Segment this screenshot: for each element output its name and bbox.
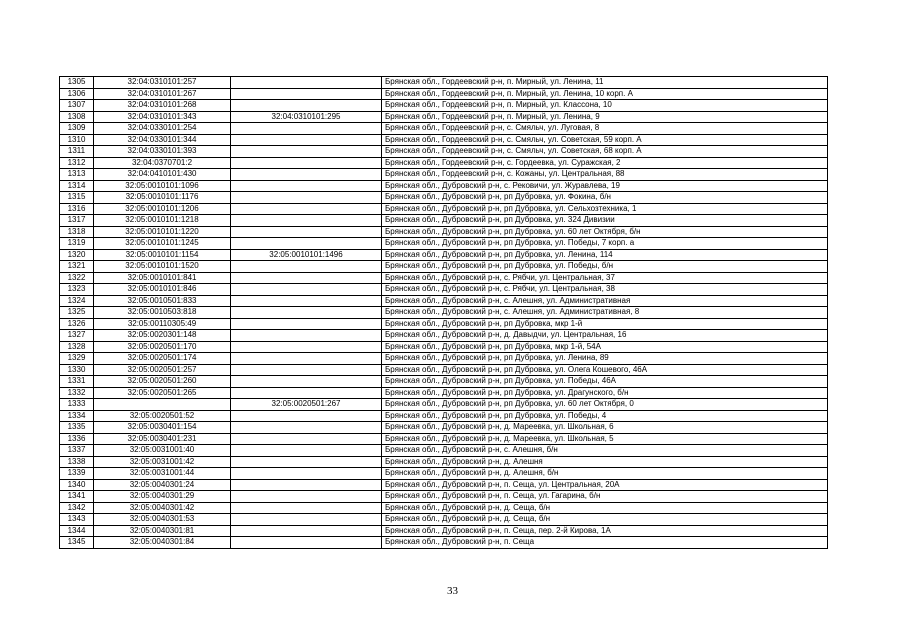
cadastral-number-cell: 32:04:0310101:268 bbox=[94, 100, 231, 112]
second-cadastral-number-cell bbox=[231, 307, 382, 319]
second-cadastral-number-cell bbox=[231, 272, 382, 284]
table-row bbox=[60, 261, 828, 273]
cadastral-number-cell: 32:04:0370701:2 bbox=[94, 157, 231, 169]
address-cell: Брянская обл., Дубровский р-н, д. Давыдчи, ул. Центральная, 16 bbox=[382, 330, 828, 342]
address-cell: Брянская обл., Гордеевский р-н, п. Мирный, ул. Классона, 10 bbox=[382, 100, 828, 112]
table-row bbox=[60, 134, 828, 146]
address-cell: Брянская обл., Дубровский р-н, рп Дубровка, мкр 1-й, 54А bbox=[382, 341, 828, 353]
table-row bbox=[60, 399, 828, 411]
address-cell: Брянская обл., Дубровский р-н, рп Дубровка, ул. 324 Дивизии bbox=[382, 215, 828, 227]
cadastral-number-cell: 32:05:0031001:44 bbox=[94, 468, 231, 480]
row-number-cell: 1326 bbox=[60, 318, 94, 330]
address-cell: Брянская обл., Гордеевский р-н, с. Гордеевка, ул. Суражская, 2 bbox=[382, 157, 828, 169]
row-number-cell: 1343 bbox=[60, 514, 94, 526]
second-cadastral-number-cell bbox=[231, 456, 382, 468]
second-cadastral-number-cell bbox=[231, 387, 382, 399]
table-row bbox=[60, 284, 828, 296]
table-row bbox=[60, 364, 828, 376]
address-cell: Брянская обл., Дубровский р-н, рп Дубровка, мкр 1-й bbox=[382, 318, 828, 330]
address-cell: Брянская обл., Дубровский р-н, с. Алешня, ул. Административная bbox=[382, 295, 828, 307]
table-row bbox=[60, 88, 828, 100]
second-cadastral-number-cell bbox=[231, 77, 382, 89]
table-row bbox=[60, 203, 828, 215]
address-cell: Брянская обл., Дубровский р-н, рп Дубровка, ул. Сельхозтехника, 1 bbox=[382, 203, 828, 215]
row-number-cell: 1336 bbox=[60, 433, 94, 445]
cadastral-number-cell: 32:05:0020501:260 bbox=[94, 376, 231, 388]
cadastral-number-cell: 32:05:0010503:818 bbox=[94, 307, 231, 319]
address-cell: Брянская обл., Дубровский р-н, рп Дубровка, ул. Драгунского, б/н bbox=[382, 387, 828, 399]
cadastral-number-cell: 32:05:0040301:53 bbox=[94, 514, 231, 526]
address-cell: Брянская обл., Дубровский р-н, п. Сеща, ул. Гагарина, б/н bbox=[382, 491, 828, 503]
cadastral-number-cell: 32:05:0020501:265 bbox=[94, 387, 231, 399]
row-number-cell: 1331 bbox=[60, 376, 94, 388]
second-cadastral-number-cell bbox=[231, 284, 382, 296]
cadastral-number-cell: 32:05:0010101:1176 bbox=[94, 192, 231, 204]
row-number-cell: 1307 bbox=[60, 100, 94, 112]
address-cell: Брянская обл., Гордеевский р-н, п. Мирный, ул. Ленина, 10 корп. А bbox=[382, 88, 828, 100]
second-cadastral-number-cell bbox=[231, 491, 382, 503]
second-cadastral-number-cell: 32:05:0010101:1496 bbox=[231, 249, 382, 261]
row-number-cell: 1309 bbox=[60, 123, 94, 135]
address-cell: Брянская обл., Дубровский р-н, д. Сеща, б/н bbox=[382, 514, 828, 526]
table-row bbox=[60, 525, 828, 537]
address-cell: Брянская обл., Дубровский р-н, д. Мареевка, ул. Школьная, 6 bbox=[382, 422, 828, 434]
cadastral-number-cell: 32:05:0020301:148 bbox=[94, 330, 231, 342]
cadastral-number-cell: 32:05:0020501:174 bbox=[94, 353, 231, 365]
second-cadastral-number-cell bbox=[231, 410, 382, 422]
cadastral-number-cell: 32:05:0010101:841 bbox=[94, 272, 231, 284]
second-cadastral-number-cell bbox=[231, 364, 382, 376]
address-cell: Брянская обл., Дубровский р-н, рп Дубровка, ул. Победы, 46А bbox=[382, 376, 828, 388]
cadastral-number-cell: 32:04:0310101:343 bbox=[94, 111, 231, 123]
second-cadastral-number-cell bbox=[231, 100, 382, 112]
row-number-cell: 1327 bbox=[60, 330, 94, 342]
second-cadastral-number-cell bbox=[231, 422, 382, 434]
row-number-cell: 1344 bbox=[60, 525, 94, 537]
second-cadastral-number-cell bbox=[231, 215, 382, 227]
table-row bbox=[60, 422, 828, 434]
row-number-cell: 1330 bbox=[60, 364, 94, 376]
row-number-cell: 1345 bbox=[60, 537, 94, 549]
cadastral-number-cell: 32:04:0330101:254 bbox=[94, 123, 231, 135]
second-cadastral-number-cell bbox=[231, 146, 382, 158]
row-number-cell: 1333 bbox=[60, 399, 94, 411]
row-number-cell: 1321 bbox=[60, 261, 94, 273]
table-row bbox=[60, 502, 828, 514]
row-number-cell: 1335 bbox=[60, 422, 94, 434]
row-number-cell: 1320 bbox=[60, 249, 94, 261]
table-row bbox=[60, 295, 828, 307]
row-number-cell: 1334 bbox=[60, 410, 94, 422]
second-cadastral-number-cell bbox=[231, 203, 382, 215]
row-number-cell: 1319 bbox=[60, 238, 94, 250]
address-cell: Брянская обл., Дубровский р-н, с. Рябчи, ул. Центральная, 38 bbox=[382, 284, 828, 296]
cadastral-number-cell: 32:05:0010101:1154 bbox=[94, 249, 231, 261]
second-cadastral-number-cell bbox=[231, 502, 382, 514]
cadastral-number-cell: 32:04:0330101:344 bbox=[94, 134, 231, 146]
row-number-cell: 1316 bbox=[60, 203, 94, 215]
address-cell: Брянская обл., Дубровский р-н, д. Алешня, б/н bbox=[382, 468, 828, 480]
address-cell: Брянская обл., Дубровский р-н, рп Дубровка, ул. 60 лет Октября, б/н bbox=[382, 226, 828, 238]
cadastral-number-cell: 32:05:0040301:24 bbox=[94, 479, 231, 491]
cadastral-number-cell: 32:05:0030401:231 bbox=[94, 433, 231, 445]
row-number-cell: 1340 bbox=[60, 479, 94, 491]
second-cadastral-number-cell bbox=[231, 134, 382, 146]
row-number-cell: 1324 bbox=[60, 295, 94, 307]
table-row bbox=[60, 180, 828, 192]
address-cell: Брянская обл., Дубровский р-н, с. Алешня, б/н bbox=[382, 445, 828, 457]
table-row bbox=[60, 341, 828, 353]
address-cell: Брянская обл., Гордеевский р-н, с. Смяльч, ул. Луговая, 8 bbox=[382, 123, 828, 135]
address-cell: Брянская обл., Дубровский р-н, с. Рябчи, ул. Центральная, 37 bbox=[382, 272, 828, 284]
cadastral-number-cell: 32:04:0330101:393 bbox=[94, 146, 231, 158]
row-number-cell: 1342 bbox=[60, 502, 94, 514]
cadastral-number-cell: 32:05:0010101:1520 bbox=[94, 261, 231, 273]
row-number-cell: 1311 bbox=[60, 146, 94, 158]
cadastral-number-cell bbox=[94, 399, 231, 411]
address-cell: Брянская обл., Дубровский р-н, п. Сеща, ул. Центральная, 20А bbox=[382, 479, 828, 491]
table-row bbox=[60, 307, 828, 319]
second-cadastral-number-cell bbox=[231, 479, 382, 491]
table-row bbox=[60, 249, 828, 261]
row-number-cell: 1305 bbox=[60, 77, 94, 89]
cadastral-number-cell: 32:05:0040301:84 bbox=[94, 537, 231, 549]
row-number-cell: 1318 bbox=[60, 226, 94, 238]
cadastral-number-cell: 32:05:0010101:1206 bbox=[94, 203, 231, 215]
row-number-cell: 1312 bbox=[60, 157, 94, 169]
table-row bbox=[60, 238, 828, 250]
table-row bbox=[60, 353, 828, 365]
second-cadastral-number-cell bbox=[231, 514, 382, 526]
address-cell: Брянская обл., Дубровский р-н, п. Сеща, пер. 2-й Кирова, 1А bbox=[382, 525, 828, 537]
cadastral-number-cell: 32:05:0010501:833 bbox=[94, 295, 231, 307]
second-cadastral-number-cell bbox=[231, 376, 382, 388]
row-number-cell: 1322 bbox=[60, 272, 94, 284]
row-number-cell: 1306 bbox=[60, 88, 94, 100]
address-cell: Брянская обл., Дубровский р-н, рп Дубровка, ул. Ленина, 114 bbox=[382, 249, 828, 261]
row-number-cell: 1328 bbox=[60, 341, 94, 353]
cadastral-number-cell: 32:05:0010101:846 bbox=[94, 284, 231, 296]
second-cadastral-number-cell bbox=[231, 238, 382, 250]
address-cell: Брянская обл., Дубровский р-н, д. Сеща, б/н bbox=[382, 502, 828, 514]
row-number-cell: 1308 bbox=[60, 111, 94, 123]
row-number-cell: 1341 bbox=[60, 491, 94, 503]
address-cell: Брянская обл., Дубровский р-н, рп Дубровка, ул. Ленина, 89 bbox=[382, 353, 828, 365]
records-table bbox=[59, 76, 828, 549]
address-cell: Брянская обл., Дубровский р-н, рп Дубровка, ул. Победы, 4 bbox=[382, 410, 828, 422]
cadastral-number-cell: 32:05:0010101:1220 bbox=[94, 226, 231, 238]
cadastral-number-cell: 32:05:0031001:40 bbox=[94, 445, 231, 457]
second-cadastral-number-cell bbox=[231, 226, 382, 238]
cadastral-number-cell: 32:04:0310101:267 bbox=[94, 88, 231, 100]
second-cadastral-number-cell bbox=[231, 192, 382, 204]
row-number-cell: 1315 bbox=[60, 192, 94, 204]
second-cadastral-number-cell bbox=[231, 353, 382, 365]
page-number: 33 bbox=[447, 585, 458, 597]
table-row bbox=[60, 146, 828, 158]
table-row bbox=[60, 100, 828, 112]
table-row bbox=[60, 272, 828, 284]
second-cadastral-number-cell: 32:05:0020501:267 bbox=[231, 399, 382, 411]
cadastral-number-cell: 32:04:0410101:430 bbox=[94, 169, 231, 181]
cadastral-number-cell: 32:05:0020501:257 bbox=[94, 364, 231, 376]
table-row bbox=[60, 215, 828, 227]
second-cadastral-number-cell bbox=[231, 157, 382, 169]
second-cadastral-number-cell bbox=[231, 261, 382, 273]
address-cell: Брянская обл., Дубровский р-н, рп Дубровка, ул. Победы, 7 корп. а bbox=[382, 238, 828, 250]
address-cell: Брянская обл., Дубровский р-н, с. Алешня, ул. Административная, 8 bbox=[382, 307, 828, 319]
table-row bbox=[60, 387, 828, 399]
row-number-cell: 1323 bbox=[60, 284, 94, 296]
second-cadastral-number-cell: 32:04:0310101:295 bbox=[231, 111, 382, 123]
address-cell: Брянская обл., Гордеевский р-н, с. Смяльч, ул. Советская, 68 корп. А bbox=[382, 146, 828, 158]
address-cell: Брянская обл., Гордеевский р-н, п. Мирный, ул. Ленина, 9 bbox=[382, 111, 828, 123]
cadastral-number-cell: 32:05:0030401:154 bbox=[94, 422, 231, 434]
table-row bbox=[60, 445, 828, 457]
row-number-cell: 1339 bbox=[60, 468, 94, 480]
table-row bbox=[60, 456, 828, 468]
second-cadastral-number-cell bbox=[231, 330, 382, 342]
address-cell: Брянская обл., Дубровский р-н, рп Дубровка, ул. Олега Кошевого, 46А bbox=[382, 364, 828, 376]
second-cadastral-number-cell bbox=[231, 180, 382, 192]
cadastral-number-cell: 32:05:0010101:1245 bbox=[94, 238, 231, 250]
second-cadastral-number-cell bbox=[231, 433, 382, 445]
table-row bbox=[60, 111, 828, 123]
address-cell: Брянская обл., Дубровский р-н, рп Дубровка, ул. Фокина, б/н bbox=[382, 192, 828, 204]
second-cadastral-number-cell bbox=[231, 88, 382, 100]
table-row bbox=[60, 433, 828, 445]
cadastral-number-cell: 32:05:0020501:170 bbox=[94, 341, 231, 353]
address-cell: Брянская обл., Гордеевский р-н, с. Смяльч, ул. Советская, 59 корп. А bbox=[382, 134, 828, 146]
address-cell: Брянская обл., Дубровский р-н, д. Мареевка, ул. Школьная, 5 bbox=[382, 433, 828, 445]
row-number-cell: 1313 bbox=[60, 169, 94, 181]
cadastral-number-cell: 32:05:0020501:52 bbox=[94, 410, 231, 422]
table-row bbox=[60, 192, 828, 204]
table-row bbox=[60, 410, 828, 422]
table-row bbox=[60, 514, 828, 526]
second-cadastral-number-cell bbox=[231, 295, 382, 307]
cadastral-number-cell: 32:04:0310101:257 bbox=[94, 77, 231, 89]
address-cell: Брянская обл., Дубровский р-н, с. Рековичи, ул. Журавлева, 19 bbox=[382, 180, 828, 192]
second-cadastral-number-cell bbox=[231, 169, 382, 181]
second-cadastral-number-cell bbox=[231, 468, 382, 480]
table-row bbox=[60, 169, 828, 181]
table-row bbox=[60, 491, 828, 503]
second-cadastral-number-cell bbox=[231, 525, 382, 537]
cadastral-number-cell: 32:05:0040301:29 bbox=[94, 491, 231, 503]
table-row bbox=[60, 468, 828, 480]
row-number-cell: 1314 bbox=[60, 180, 94, 192]
address-cell: Брянская обл., Гордеевский р-н, п. Мирный, ул. Ленина, 11 bbox=[382, 77, 828, 89]
row-number-cell: 1310 bbox=[60, 134, 94, 146]
table-row bbox=[60, 226, 828, 238]
second-cadastral-number-cell bbox=[231, 318, 382, 330]
second-cadastral-number-cell bbox=[231, 123, 382, 135]
address-cell: Брянская обл., Дубровский р-н, рп Дубровка, ул. 60 лет Октября, 0 bbox=[382, 399, 828, 411]
second-cadastral-number-cell bbox=[231, 537, 382, 549]
cadastral-number-cell: 32:05:0010101:1218 bbox=[94, 215, 231, 227]
address-cell: Брянская обл., Гордеевский р-н, с. Кожаны, ул. Центральная, 88 bbox=[382, 169, 828, 181]
second-cadastral-number-cell bbox=[231, 445, 382, 457]
table-row bbox=[60, 157, 828, 169]
second-cadastral-number-cell bbox=[231, 341, 382, 353]
row-number-cell: 1332 bbox=[60, 387, 94, 399]
cadastral-number-cell: 32:05:0010101:1096 bbox=[94, 180, 231, 192]
table-row bbox=[60, 77, 828, 89]
table-row bbox=[60, 479, 828, 491]
table-row bbox=[60, 123, 828, 135]
address-cell: Брянская обл., Дубровский р-н, рп Дубровка, ул. Победы, б/н bbox=[382, 261, 828, 273]
cadastral-number-cell: 32:05:00110305:49 bbox=[94, 318, 231, 330]
table-row bbox=[60, 330, 828, 342]
table-row bbox=[60, 318, 828, 330]
address-cell: Брянская обл., Дубровский р-н, п. Сеща bbox=[382, 537, 828, 549]
row-number-cell: 1329 bbox=[60, 353, 94, 365]
records-table-body bbox=[60, 77, 828, 549]
table-row bbox=[60, 376, 828, 388]
address-cell: Брянская обл., Дубровский р-н, д. Алешня bbox=[382, 456, 828, 468]
row-number-cell: 1325 bbox=[60, 307, 94, 319]
cadastral-number-cell: 32:05:0031001:42 bbox=[94, 456, 231, 468]
row-number-cell: 1338 bbox=[60, 456, 94, 468]
cadastral-number-cell: 32:05:0040301:42 bbox=[94, 502, 231, 514]
cadastral-number-cell: 32:05:0040301:81 bbox=[94, 525, 231, 537]
table-row bbox=[60, 537, 828, 549]
row-number-cell: 1337 bbox=[60, 445, 94, 457]
row-number-cell: 1317 bbox=[60, 215, 94, 227]
